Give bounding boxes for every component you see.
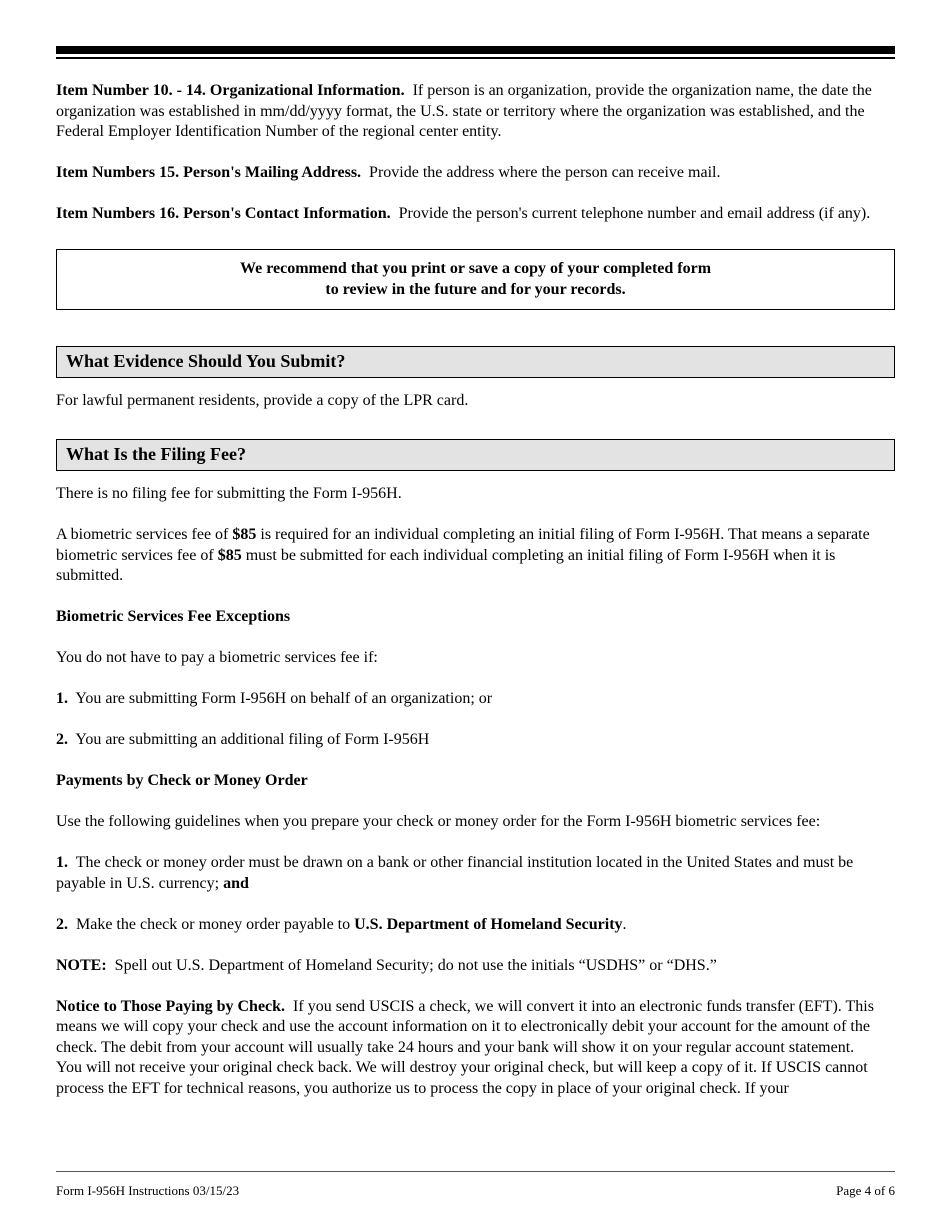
item-15-label: Item Numbers 15. Person's Mailing Address. <box>56 164 362 181</box>
exception-2-text: You are submitting an additional filing of Form I-956H <box>75 731 430 748</box>
biometric-fee-paragraph <box>56 525 895 587</box>
section-heading-filing-fee: What Is the Filing Fee? <box>56 439 895 471</box>
recommendation-box <box>56 249 895 310</box>
exception-item-1 <box>56 689 895 710</box>
exceptions-heading: Biometric Services Fee Exceptions <box>56 608 291 625</box>
guideline-1-number: 1. <box>56 854 68 871</box>
guideline-2-text: Make the check or money order payable to <box>76 915 355 933</box>
item-16-label: Item Numbers 16. Person's Contact Information. <box>56 205 391 222</box>
biometric-fee-text-3: must be submitted for each individual completing an initial filing of Form I-956H when it is submitted. <box>56 546 836 584</box>
item-10-label: Item Number 10. - 14. Organizational Information. <box>56 82 405 99</box>
biometric-fee-amount-2: $85 <box>217 546 242 564</box>
check-notice-continuation: You will not receive your original check back. We will destroy your original check, but will keep a copy of it. If USCIS cannot process the EFT for technical reasons, you authorize us to process the copy in place of your original check. If your <box>56 1059 868 1097</box>
exception-1-text: You are submitting Form I-956H on behalf of an organization; or <box>75 690 493 707</box>
exception-item-2 <box>56 730 895 751</box>
biometric-fee-text-2: is required for an individual completing an initial filing of Form I-956H. That means a separate biometric services fee of <box>56 526 870 564</box>
item-15-text: Provide the address where the person can receive mail. <box>369 164 721 181</box>
exception-1-number: 1. <box>56 690 68 707</box>
payments-intro: Use the following guidelines when you prepare your check or money order for the Form I-956H biometric services fee: <box>56 813 821 830</box>
recommendation-line-2: to review in the future and for your records. <box>325 280 626 298</box>
note-paragraph <box>56 956 895 977</box>
biometric-fee-amount: $85 <box>232 526 257 543</box>
exception-2-number: 2. <box>56 731 68 748</box>
item-16-paragraph <box>56 204 895 225</box>
biometric-fee-text-1: A biometric services fee of <box>56 526 233 543</box>
page-content <box>56 81 895 1099</box>
header-thin-rule <box>56 57 895 59</box>
no-fee-text: There is no filing fee for submitting the Form I-956H. <box>56 485 402 502</box>
guideline-1-text: The check or money order must be drawn on a bank or other financial institution located in the United States and must be payable in U.S. currency; <box>56 854 854 892</box>
item-10-text: If person is an organization, provide the organization name, the date the organization was established in mm/dd/yyyy format, the U.S. state or territory where the organization was established, and the Federal Employer Identification Number of the regional center entity. <box>56 82 872 140</box>
item-16-text: Provide the person's current telephone number and email address (if any). <box>398 205 871 222</box>
guideline-2-payee: U.S. Department of Homeland Security <box>354 915 623 933</box>
guideline-item-1 <box>56 853 895 894</box>
header-thick-rule <box>56 46 895 54</box>
guideline-2-number: 2. <box>56 915 68 933</box>
section-heading-evidence: What Evidence Should You Submit? <box>56 346 895 378</box>
check-notice-label: Notice to Those Paying by Check. <box>56 997 286 1015</box>
check-notice-text-1: If you send USCIS a check, we will convert it into an electronic funds transfer (EFT). This means we will copy your check and use the account information on it to electronically debit your account for the amount of the check. The debit from your account will usually take 24 hours and your bank will show it on your regular account statement. <box>56 997 874 1056</box>
footer-page-number: Page 4 of 6 <box>836 1183 895 1198</box>
guideline-1-and: and <box>223 874 249 892</box>
footer-rule <box>56 1171 895 1172</box>
guideline-2-end: . <box>622 915 627 933</box>
payments-heading: Payments by Check or Money Order <box>56 772 308 789</box>
item-10-paragraph <box>56 81 895 143</box>
exceptions-intro: You do not have to pay a biometric services fee if: <box>56 649 378 666</box>
check-notice-paragraph <box>56 997 895 1059</box>
guideline-item-2 <box>56 915 895 936</box>
footer-form-id: Form I-956H Instructions 03/15/23 <box>56 1183 240 1198</box>
item-15-paragraph <box>56 163 895 184</box>
evidence-text: For lawful permanent residents, provide a copy of the LPR card. <box>56 391 469 409</box>
recommendation-line-1: We recommend that you print or save a copy of your completed form <box>239 259 712 277</box>
note-label: NOTE: <box>56 956 107 974</box>
note-text: Spell out U.S. Department of Homeland Security; do not use the initials “USDHS” or “DHS.” <box>114 956 717 974</box>
